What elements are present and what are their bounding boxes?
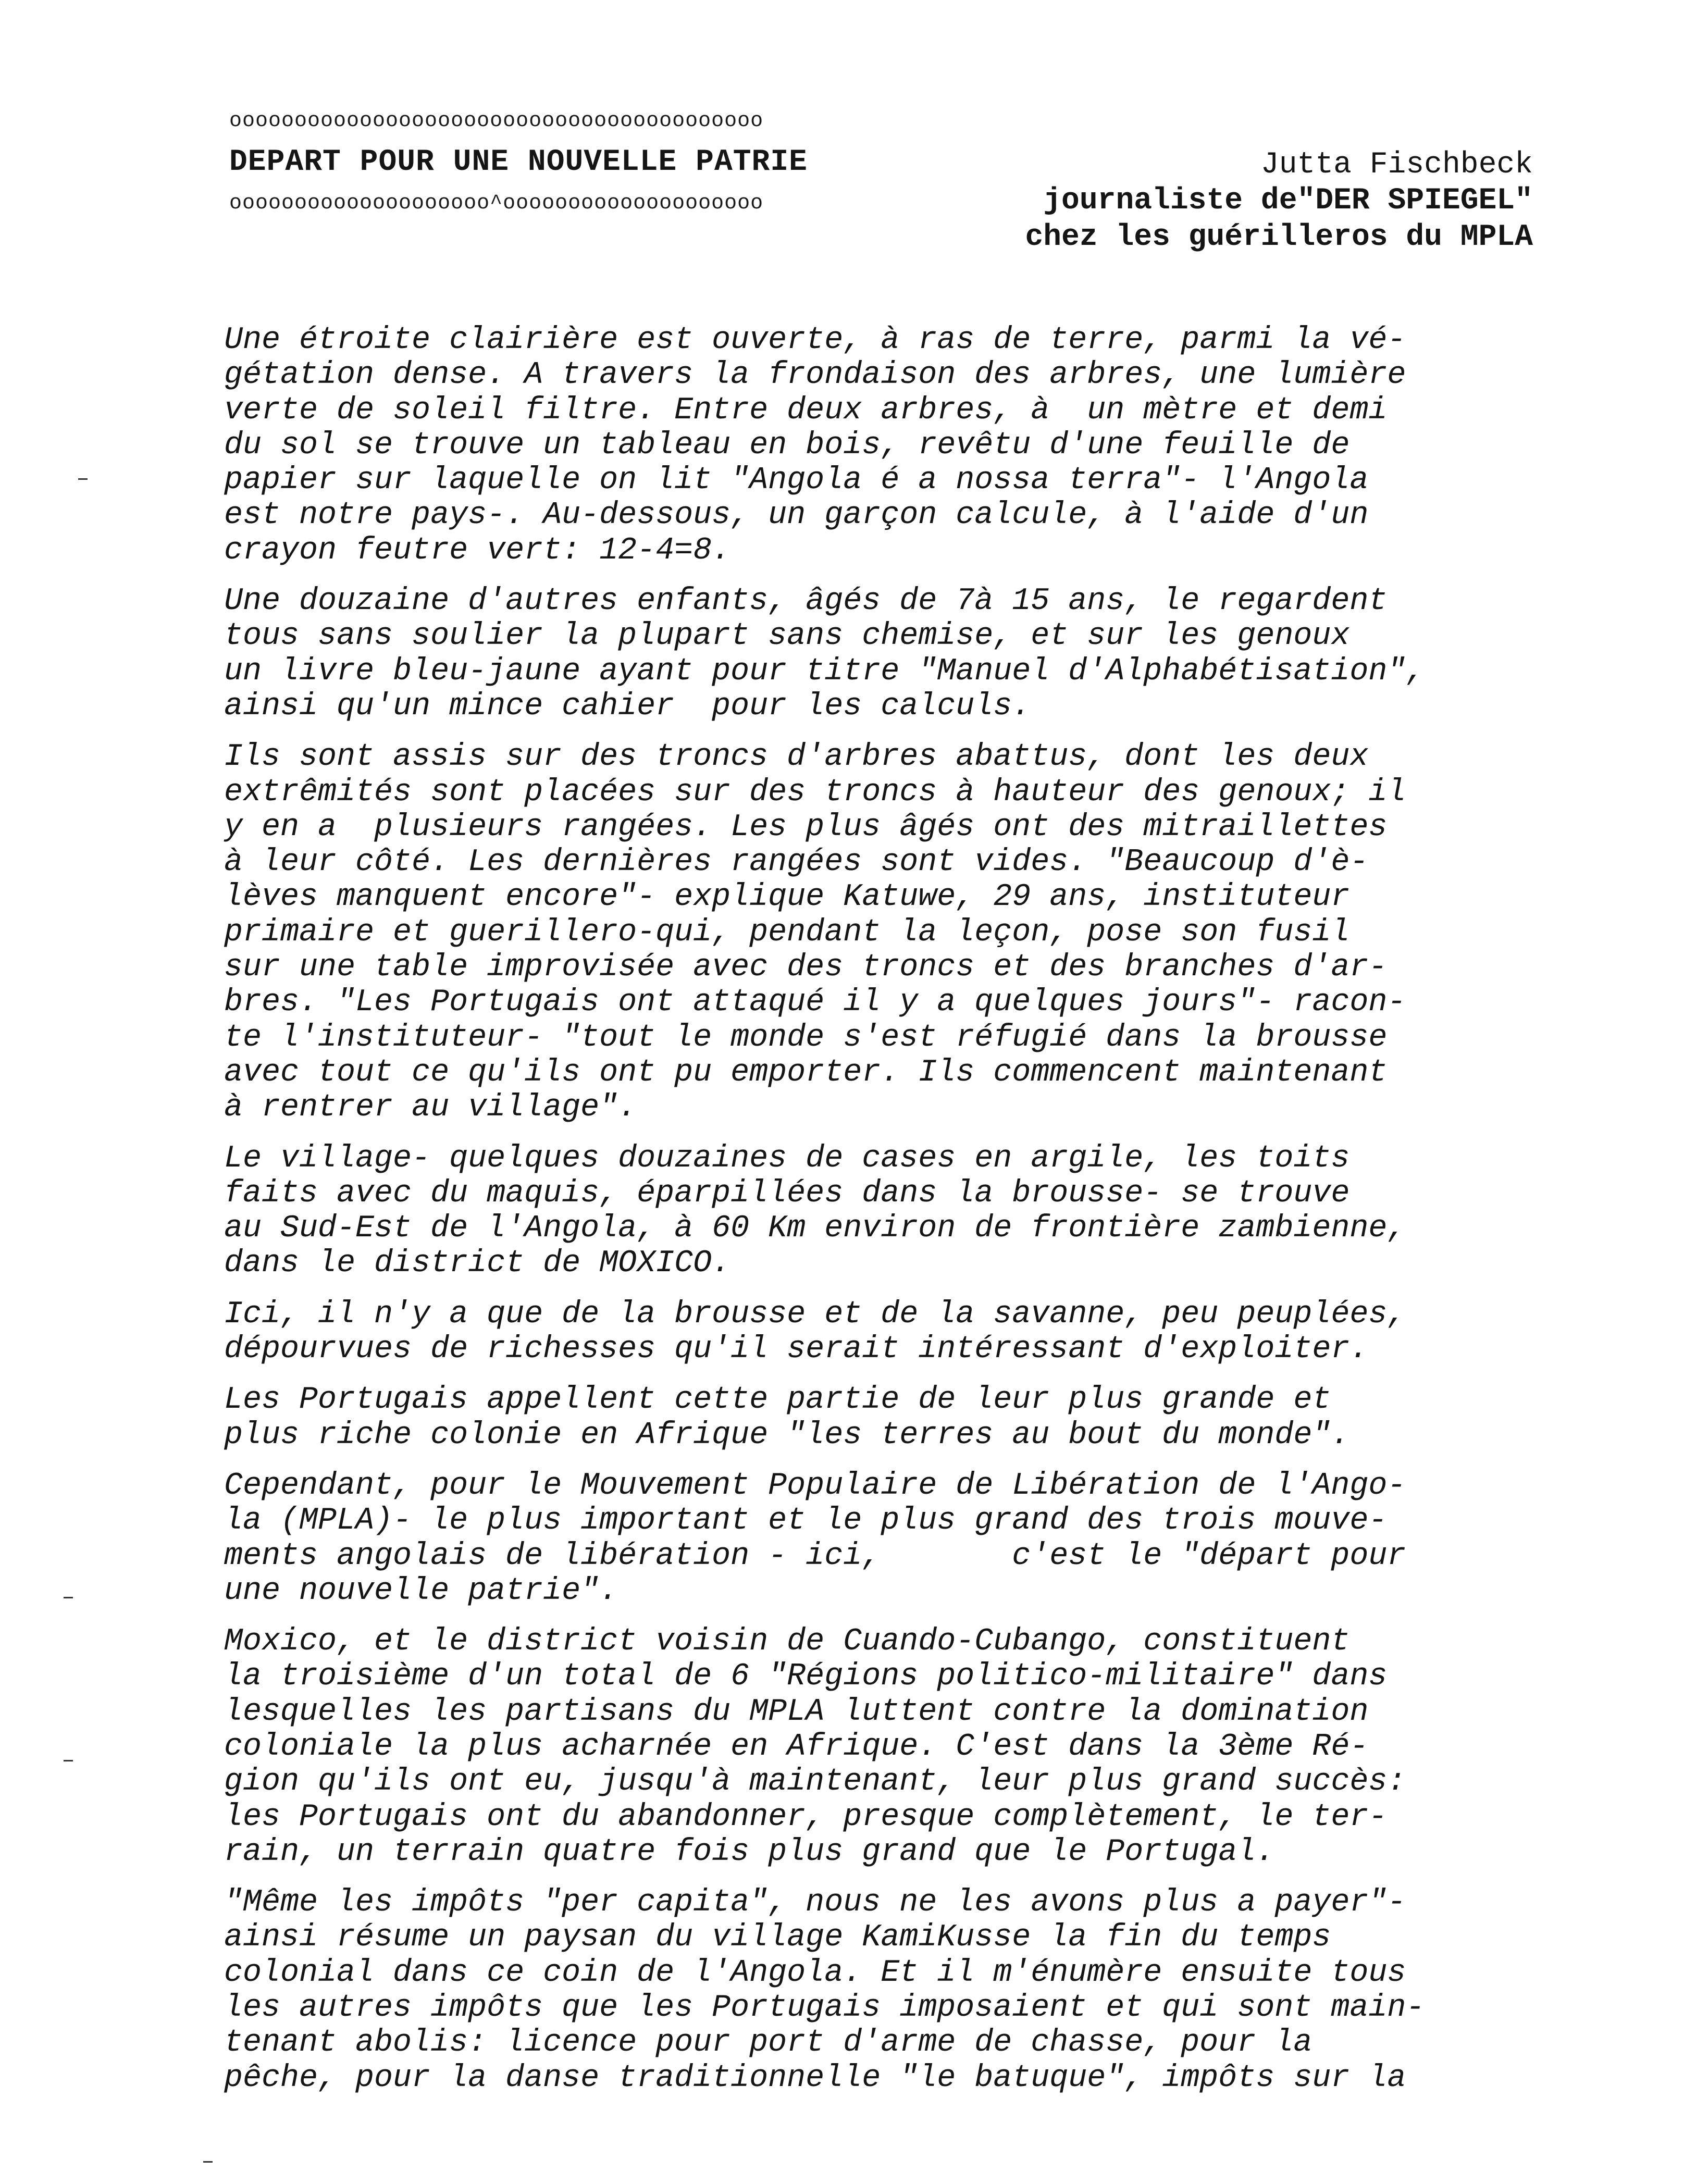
text-line: extrêmités sont placées sur des troncs à hauteur des genoux; il xyxy=(224,774,1406,810)
text-line: y en a plusieurs rangées. Les plus âgés ont des mitraillettes xyxy=(224,809,1388,845)
text-line: gétation dense. A travers la frondaison des arbres, une lumière xyxy=(224,357,1406,393)
margin-mark xyxy=(64,1760,73,1761)
text-line: dépourvues de richesses qu'il serait intéressant d'exploiter. xyxy=(224,1332,1369,1368)
document-title: DEPART POUR UNE NOUVELLE PATRIE xyxy=(229,145,808,179)
ornament-top: ooooooooooooooooooooooooooooooooooooooooo xyxy=(229,109,764,133)
text-line: la troisième d'un total de 6 "Régions politico-militaire" dans xyxy=(224,1659,1388,1695)
text-line: Une douzaine d'autres enfants, âgés de 7à 15 ans, le regardent xyxy=(224,584,1388,619)
paragraph xyxy=(224,1297,1547,1368)
text-line: avec tout ce qu'ils ont pu emporter. Ils commencent maintenant xyxy=(224,1054,1388,1090)
text-line: tenant abolis: licence pour port d'arme de chasse, pour la xyxy=(224,2025,1312,2061)
text-line: dans le district de MOXICO. xyxy=(224,1246,731,1282)
author-context: chez les guérilleros du MPLA xyxy=(1025,220,1533,254)
text-line: du sol se trouve un tableau en bois, revêtu d'une feuille de xyxy=(224,427,1350,463)
author-name: Jutta Fischbeck xyxy=(1260,148,1533,182)
text-line: Moxico, et le district voisin de Cuando-Cubango, constituent xyxy=(224,1624,1350,1660)
text-line: un livre bleu-jaune ayant pour titre "Manuel d'Alphabétisation", xyxy=(224,653,1425,689)
text-line: papier sur laquelle on lit "Angola é a nossa terra"- l'Angola xyxy=(224,463,1369,499)
text-line: Cependant, pour le Mouvement Populaire de Libération de l'Ango- xyxy=(224,1468,1406,1504)
text-line: au Sud-Est de l'Angola, à 60 Km environ de frontière zambienne, xyxy=(224,1211,1406,1247)
text-line: Ils sont assis sur des troncs d'arbres abattus, dont les deux xyxy=(224,739,1369,775)
paragraph xyxy=(224,740,1547,1125)
text-line: te l'instituteur- "tout le monde s'est réfugié dans la brousse xyxy=(224,1020,1388,1056)
text-line: tous sans soulier la plupart sans chemise, et sur les genoux xyxy=(224,618,1350,654)
paragraph xyxy=(224,1624,1547,1870)
text-line: à rentrer au village". xyxy=(224,1090,637,1126)
ornament-bottom: oooooooooooooooooooo^oooooooooooooooooooo xyxy=(229,192,764,215)
header-title-block xyxy=(229,107,901,218)
text-line: Les Portugais appellent cette partie de leur plus grande et xyxy=(224,1382,1331,1418)
paragraph xyxy=(224,1141,1547,1282)
margin-mark xyxy=(64,1597,73,1598)
paragraph xyxy=(224,1469,1547,1609)
author-role: journaliste de"DER SPIEGEL" xyxy=(1043,184,1533,218)
text-line: Le village- quelques douzaines de cases en argile, les toits xyxy=(224,1140,1350,1176)
text-line: ainsi qu'un mince cahier pour les calculs. xyxy=(224,688,1031,724)
text-line: la (MPLA)- le plus important et le plus grand des trois mouve- xyxy=(224,1503,1388,1539)
text-line: colonial dans ce coin de l'Angola. Et il m'énumère ensuite tous xyxy=(224,1955,1406,1991)
text-line: bres. "Les Portugais ont attaqué il y a quelques jours"- racon- xyxy=(224,985,1406,1021)
text-line: Ici, il n'y a que de la brousse et de la savanne, peu peuplées, xyxy=(224,1296,1406,1332)
text-line: lesquelles les partisans du MPLA luttent contre la domination xyxy=(224,1694,1369,1730)
article-body xyxy=(224,323,1547,2112)
text-line: verte de soleil filtre. Entre deux arbres, à un mètre et demi xyxy=(224,392,1388,428)
paragraph xyxy=(224,584,1547,724)
text-line: lèves manquent encore"- explique Katuwe, 29 ans, instituteur xyxy=(224,879,1350,915)
text-line: primaire et guerillero-qui, pendant la leçon, pose son fusil xyxy=(224,914,1350,950)
text-line: gion qu'ils ont eu, jusqu'à maintenant, leur plus grand succès: xyxy=(224,1764,1406,1800)
paragraph xyxy=(224,1383,1547,1453)
paragraph xyxy=(224,323,1547,568)
text-line: sur une table improvisée avec des troncs et des branches d'ar- xyxy=(224,950,1388,986)
text-line: rain, un terrain quatre fois plus grand que le Portugal. xyxy=(224,1834,1275,1870)
text-line: faits avec du maquis, éparpillées dans la brousse- se trouve xyxy=(224,1175,1350,1211)
text-line: ments angolais de libération - ici, c'est le "départ pour xyxy=(224,1538,1406,1574)
text-line: les autres impôts que les Portugais imposaient et qui sont main- xyxy=(224,1990,1425,2026)
text-line: coloniale la plus acharnée en Afrique. C'est dans la 3ème Ré- xyxy=(224,1729,1369,1765)
margin-mark xyxy=(78,478,88,480)
text-line: "Même les impôts "per capita", nous ne les avons plus a payer"- xyxy=(224,1885,1406,1921)
text-line: Une étroite clairière est ouverte, à ras de terre, parmi la vé- xyxy=(224,322,1406,358)
text-line: à leur côté. Les dernières rangées sont vides. "Beaucoup d'è- xyxy=(224,845,1369,880)
paragraph xyxy=(224,1885,1547,2096)
text-line: est notre pays-. Au-dessous, un garçon calcule, à l'aide d'un xyxy=(224,498,1369,533)
text-line: ainsi résume un paysan du village KamiKusse la fin du temps xyxy=(224,1920,1331,1956)
text-line: pêche, pour la danse traditionnelle "le batuque", impôts sur la xyxy=(224,2060,1406,2096)
text-line: une nouvelle patrie". xyxy=(224,1573,618,1609)
text-line: les Portugais ont du abandonner, presque complètement, le ter- xyxy=(224,1799,1388,1835)
text-line: crayon feutre vert: 12-4=8. xyxy=(224,532,731,568)
text-line: plus riche colonie en Afrique "les terres au bout du monde". xyxy=(224,1417,1350,1453)
margin-mark xyxy=(203,2161,213,2163)
header-byline-block xyxy=(939,147,1533,256)
